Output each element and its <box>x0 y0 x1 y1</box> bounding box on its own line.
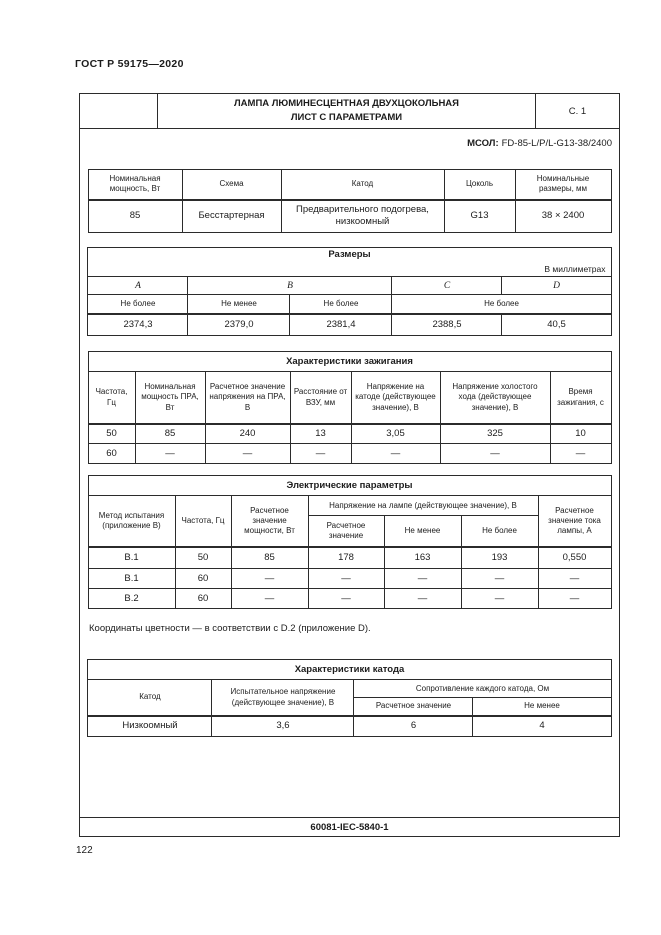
header-cell: Напряжение холостого хода (действующее значение), В <box>440 372 550 424</box>
lamp-info-header-row <box>88 170 611 200</box>
value-cell: В.1 <box>88 569 175 589</box>
mcol-value: FD-85-L/P/L-G13-38/2400 <box>501 138 612 149</box>
header-cell: Цоколь <box>444 170 515 200</box>
header-cell: Время зажигания, с <box>550 372 611 424</box>
value-cell: 85 <box>231 547 308 569</box>
header-cell: Схема <box>182 170 281 200</box>
sheet-page-ref: С. 1 <box>535 94 619 128</box>
value-cell: Бесстартерная <box>182 200 281 233</box>
value-cell: 13 <box>290 424 351 444</box>
value-cell: 2374,3 <box>88 314 188 336</box>
header-cell: Не менее <box>473 698 611 716</box>
value-cell: 178 <box>308 547 384 569</box>
value-cell: — <box>461 569 538 589</box>
value-cell: 193 <box>461 547 538 569</box>
chromaticity-note: Координаты цветности — в соответствии с D.2 (приложение D). <box>89 623 371 635</box>
dimensions-table <box>87 247 611 336</box>
value-cell: 2381,4 <box>290 314 392 336</box>
header-cell: Частота, Гц <box>175 496 231 547</box>
electrical-header-row-1 <box>88 496 611 516</box>
value-cell: 60 <box>88 444 135 464</box>
dimension-letter-d: D <box>502 277 611 295</box>
value-cell: G13 <box>444 200 515 233</box>
value-cell: — <box>308 569 384 589</box>
table-row <box>88 716 611 737</box>
lamp-info-value-row <box>88 200 611 233</box>
value-cell: Низкоомный <box>88 716 212 737</box>
table-row <box>88 444 611 464</box>
header-cell: Расчетное значение <box>308 516 384 547</box>
value-cell: — <box>538 589 611 609</box>
cathode-table <box>87 659 611 737</box>
value-cell: 2388,5 <box>392 314 502 336</box>
sheet-title-line2: ЛИСТ С ПАРАМЕТРАМИ <box>290 112 403 123</box>
cathode-title: Характеристики катода <box>88 660 611 680</box>
value-cell: В.1 <box>88 547 175 569</box>
header-cell: Катод <box>88 680 212 716</box>
header-cell: Расстояние от ВЗУ, мм <box>290 372 351 424</box>
header-cell: Напряжение на катоде (действующее значение), В <box>351 372 440 424</box>
header-cell: Расчетное значение мощности, Вт <box>231 496 308 547</box>
table-row <box>88 589 611 609</box>
constraint-cell: Не более <box>88 295 188 314</box>
header-cell: Метод испытания (приложение В) <box>88 496 175 547</box>
value-cell: — <box>461 589 538 609</box>
cathode-header-row-1 <box>88 680 611 698</box>
value-cell: 0,550 <box>538 547 611 569</box>
constraint-cell: Не более <box>392 295 611 314</box>
sheet-title <box>158 94 535 128</box>
sheet-title-block <box>80 94 619 129</box>
dimensions-title-row <box>88 248 611 277</box>
header-group-cell: Напряжение на лампе (действующее значение), В <box>308 496 538 516</box>
table-row <box>88 569 611 589</box>
mcol-label: МСОЛ: <box>467 138 499 149</box>
value-cell: 2379,0 <box>188 314 290 336</box>
header-cell: Испытательное напряжение (действующее значение), В <box>212 680 354 716</box>
value-cell: — <box>351 444 440 464</box>
value-cell: 3,05 <box>351 424 440 444</box>
value-cell: — <box>135 444 205 464</box>
table-row <box>88 547 611 569</box>
value-cell: 240 <box>205 424 290 444</box>
dimension-letter-a: A <box>88 277 188 295</box>
ignition-header-row <box>88 372 611 424</box>
dimensions-units-note: В миллиметрах <box>544 264 606 275</box>
lamp-info-table <box>88 169 612 233</box>
dimensions-letter-row <box>88 277 611 295</box>
sheet-footer-code: 60081-IEC-5840-1 <box>80 817 619 836</box>
value-cell: 10 <box>550 424 611 444</box>
dimensions-constraint-row <box>88 295 611 314</box>
value-cell: — <box>440 444 550 464</box>
value-cell: 50 <box>175 547 231 569</box>
sheet-title-line1: ЛАМПА ЛЮМИНЕСЦЕНТНАЯ ДВУХЦОКОЛЬНАЯ <box>234 97 459 109</box>
value-cell: 60 <box>175 569 231 589</box>
page-number: 122 <box>76 845 93 856</box>
electrical-title: Электрические параметры <box>88 476 611 496</box>
value-cell: 40,5 <box>502 314 611 336</box>
header-cell: Расчетное значение <box>354 698 473 716</box>
value-cell: В.2 <box>88 589 175 609</box>
value-cell: 60 <box>175 589 231 609</box>
table-row <box>88 424 611 444</box>
value-cell: — <box>231 589 308 609</box>
header-cell: Номинальные размеры, мм <box>515 170 611 200</box>
header-cell: Не более <box>461 516 538 547</box>
header-group-cell: Сопротивление каждого катода, Ом <box>354 680 611 698</box>
constraint-cell: Не более <box>290 295 392 314</box>
constraint-cell: Не менее <box>188 295 290 314</box>
header-cell: Расчетное значение напряжения на ПРА, В <box>205 372 290 424</box>
value-cell: — <box>538 569 611 589</box>
value-cell: — <box>205 444 290 464</box>
value-cell: 85 <box>88 200 182 233</box>
value-cell: — <box>290 444 351 464</box>
header-cell: Катод <box>281 170 444 200</box>
ignition-table <box>88 351 612 464</box>
value-cell: — <box>550 444 611 464</box>
electrical-title-row <box>88 476 611 496</box>
mcol-designation <box>80 129 619 149</box>
value-cell: 163 <box>384 547 461 569</box>
value-cell: — <box>231 569 308 589</box>
header-cell: Номинальная мощность, Вт <box>88 170 182 200</box>
header-cell: Не менее <box>384 516 461 547</box>
value-cell: — <box>308 589 384 609</box>
value-cell: 4 <box>473 716 611 737</box>
value-cell: 85 <box>135 424 205 444</box>
value-cell: — <box>384 569 461 589</box>
title-block-empty-cell <box>80 94 158 128</box>
dimensions-value-row <box>88 314 611 336</box>
sheet-frame <box>79 93 620 837</box>
value-cell: 6 <box>354 716 473 737</box>
cathode-title-row <box>88 660 611 680</box>
document-code-header: ГОСТ Р 59175—2020 <box>75 58 184 70</box>
ignition-title: Характеристики зажигания <box>88 352 611 372</box>
ignition-title-row <box>88 352 611 372</box>
value-cell: 325 <box>440 424 550 444</box>
header-cell: Расчетное значение тока лампы, А <box>538 496 611 547</box>
value-cell: 3,6 <box>212 716 354 737</box>
dimensions-title-cell <box>88 248 611 277</box>
dimensions-title: Размеры <box>328 249 371 260</box>
value-cell: Предварительного подогрева, низкоомный <box>281 200 444 233</box>
header-cell: Номинальная мощность ПРА, Вт <box>135 372 205 424</box>
dimension-letter-b: B <box>188 277 392 295</box>
value-cell: 50 <box>88 424 135 444</box>
value-cell: 38 × 2400 <box>515 200 611 233</box>
electrical-table <box>88 475 612 609</box>
header-cell: Частота, Гц <box>88 372 135 424</box>
value-cell: — <box>384 589 461 609</box>
dimension-letter-c: C <box>392 277 502 295</box>
